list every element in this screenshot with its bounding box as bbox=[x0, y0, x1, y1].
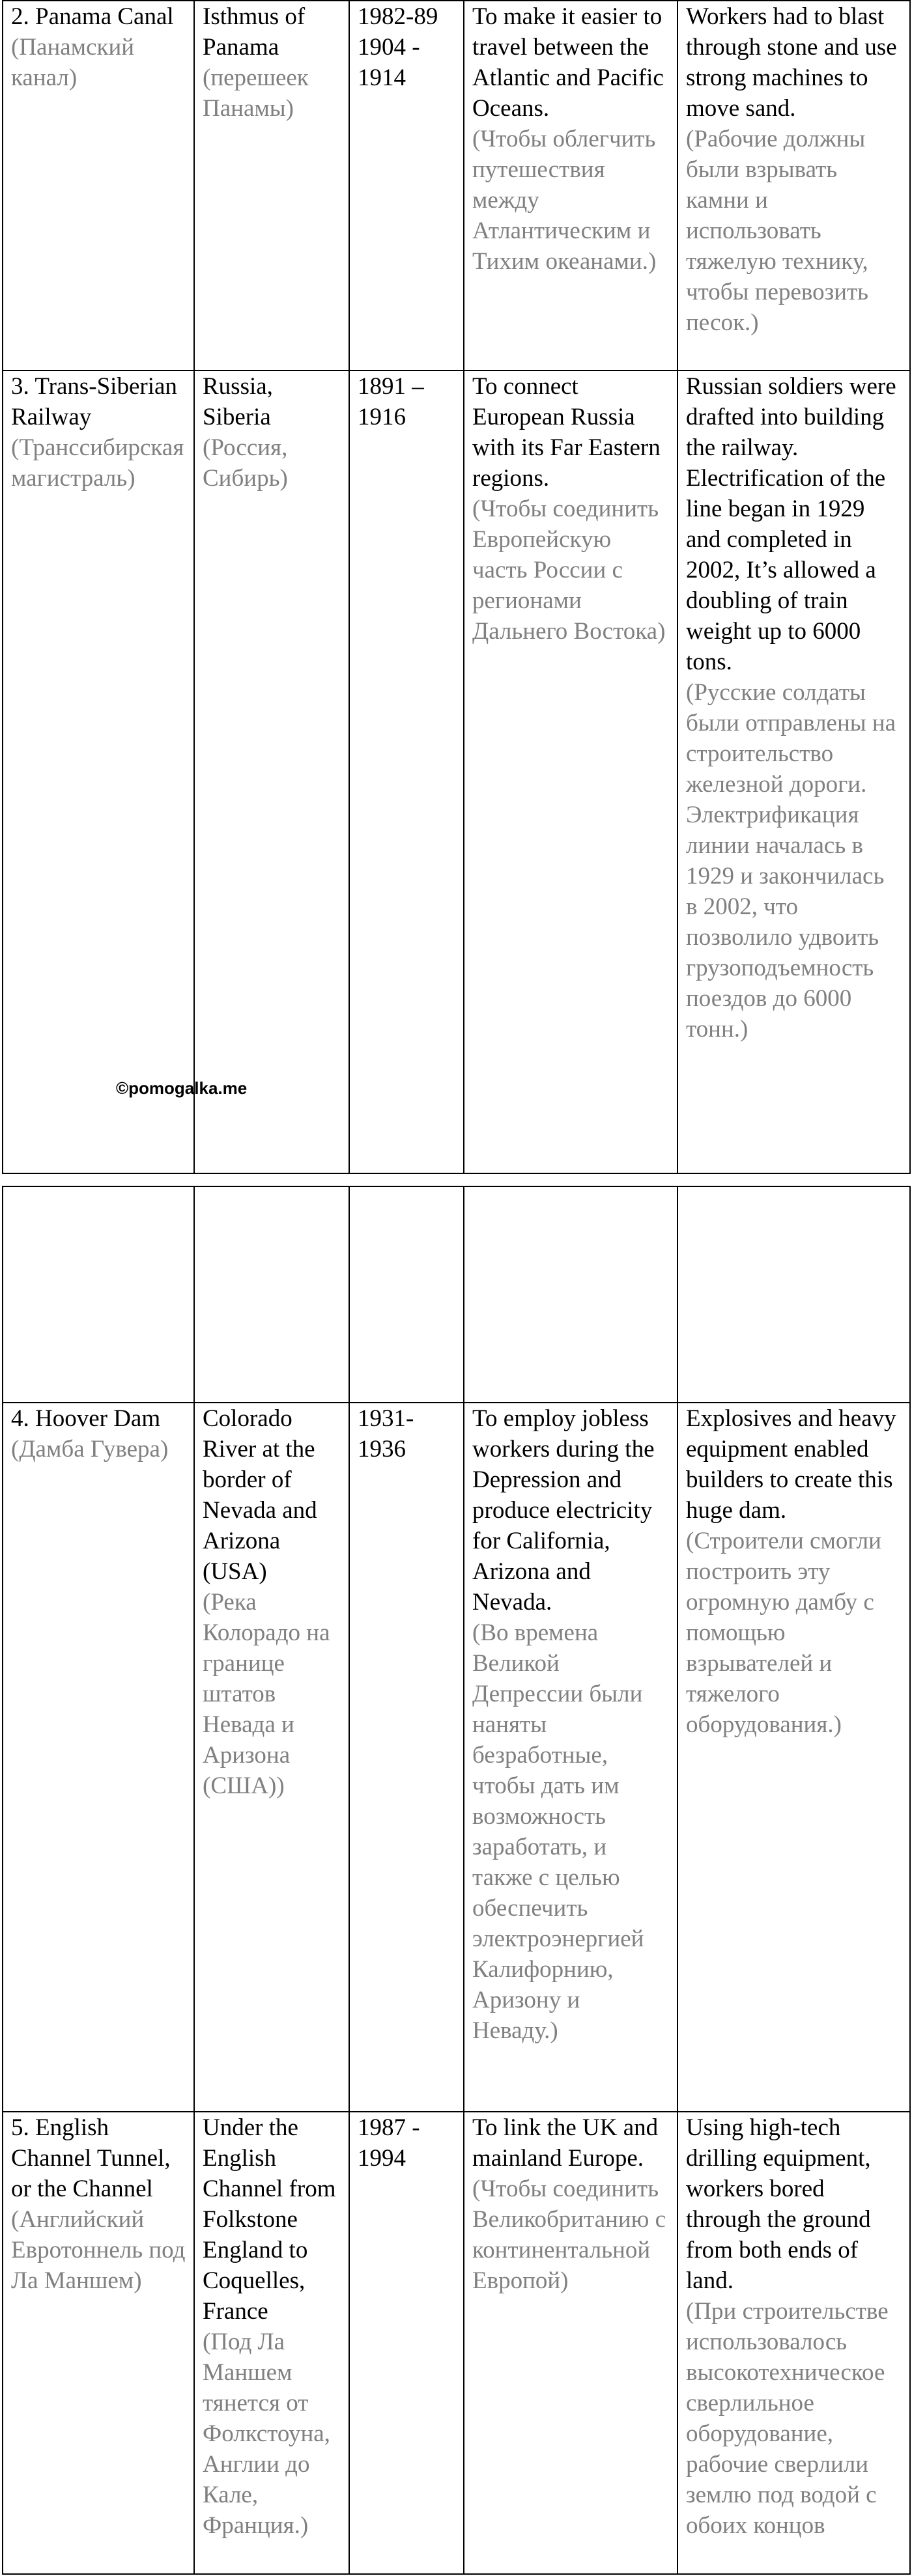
cell-dates bbox=[349, 2112, 464, 2574]
table-part-1 bbox=[2, 0, 911, 1174]
cell-location bbox=[194, 1403, 349, 2112]
construction-en: Using high-tech drilling equipment, workers bored through the ground from both ends of land. bbox=[686, 2114, 871, 2294]
purpose-en: To link the UK and mainland Europe. bbox=[472, 2114, 659, 2172]
cell-construction bbox=[677, 1403, 910, 2112]
dates-text: 1891 – 1916 bbox=[358, 373, 424, 430]
watermark-label: ©pomogalka.me bbox=[116, 1078, 248, 1098]
cell-construction bbox=[677, 371, 910, 1173]
dates-text: 1982-89 1904 - 1914 bbox=[358, 3, 438, 91]
table-row bbox=[3, 371, 910, 1173]
location-en: Colorado River at the border of Nevada and Arizona (USA) bbox=[203, 1405, 317, 1585]
purpose-en: To connect European Russia with its Far Eastern regions. bbox=[472, 373, 661, 492]
location-ru: (Река Колорадо на границе штатов Невада и Аризона (США)) bbox=[203, 1589, 330, 1799]
cell-empty bbox=[349, 1186, 464, 1403]
cell-construction bbox=[677, 1, 910, 371]
location-en: Under the English Channel from Folkstone England to Coquelles, France bbox=[203, 2114, 336, 2325]
name-ru: (Панамский канал) bbox=[11, 34, 135, 91]
table-row bbox=[3, 1403, 910, 2112]
cell-purpose bbox=[464, 2112, 677, 2574]
purpose-en: To employ jobless workers during the Depression and produce electricity for California, Arizona and Nevada. bbox=[472, 1405, 655, 1616]
name-en: 5. English Channel Tunnel, or the Channel bbox=[11, 2114, 171, 2202]
cell-empty bbox=[464, 1186, 677, 1403]
cell-dates bbox=[349, 1403, 464, 2112]
cell-purpose bbox=[464, 1, 677, 371]
cell-name bbox=[3, 1403, 194, 2112]
name-en: 3. Trans-Siberian Railway bbox=[11, 373, 177, 430]
construction-en: Explosives and heavy equipment enabled builders to create this huge dam. bbox=[686, 1405, 896, 1524]
cell-purpose bbox=[464, 1403, 677, 2112]
cell-empty bbox=[194, 1186, 349, 1403]
name-ru: (Дамба Гувера) bbox=[11, 1436, 169, 1463]
cell-location bbox=[194, 1, 349, 371]
construction-ru: (При строительстве использовалось высокотехническое сверлильное оборудование, рабочие сверлили землю под водой с обоих концов bbox=[686, 2298, 889, 2539]
name-ru: (Транссибирская магистраль) bbox=[11, 434, 184, 492]
location-ru: (Под Ла Маншем тянется от Фолкстоуна, Англии до Кале, Франция.) bbox=[203, 2329, 330, 2539]
name-ru: (Английский Евротоннель под Ла Маншем) bbox=[11, 2206, 186, 2294]
construction-ru: (Строители смогли построить эту огромную дамбу с помощью взрывателей и тяжелого оборудования.) bbox=[686, 1528, 881, 1738]
purpose-ru: (Чтобы соединить Великобританию с континентальной Европой) bbox=[472, 2176, 666, 2294]
cell-dates bbox=[349, 371, 464, 1173]
cell-name bbox=[3, 371, 194, 1173]
construction-en: Workers had to blast through stone and use strong machines to move sand. bbox=[686, 3, 897, 122]
dates-text: 1987 - 1994 bbox=[358, 2114, 420, 2172]
location-en: Isthmus of Panama bbox=[203, 3, 306, 61]
table-row-empty bbox=[3, 1186, 910, 1403]
location-ru: (перешеек Панамы) bbox=[203, 64, 309, 122]
dates-text: 1931-1936 bbox=[358, 1405, 414, 1463]
purpose-en: To make it easier to travel between the Atlantic and Pacific Oceans. bbox=[472, 3, 664, 122]
cell-name bbox=[3, 2112, 194, 2574]
name-en: 4. Hoover Dam bbox=[11, 1405, 161, 1432]
purpose-ru: (Чтобы соединить Европейскую часть России с регионами Дальнего Востока) bbox=[472, 496, 666, 645]
location-en: Russia, Siberia bbox=[203, 373, 273, 430]
cell-location bbox=[194, 2112, 349, 2574]
cell-purpose bbox=[464, 371, 677, 1173]
table-row bbox=[3, 2112, 910, 2574]
cell-name bbox=[3, 1, 194, 371]
purpose-ru: (Чтобы облегчить путешествия между Атлантическим и Тихим океанами.) bbox=[472, 126, 657, 275]
construction-en: Russian soldiers were drafted into building the railway. Electrification of the line began in 1929 and completed in 2002, It’s allowed a doubling of train weight up to 6000 tons. bbox=[686, 373, 896, 675]
table-row bbox=[3, 1, 910, 371]
construction-ru: (Рабочие должны были взрывать камни и использовать тяжелую технику, чтобы перевозить песок.) bbox=[686, 126, 869, 336]
name-en: 2. Panama Canal bbox=[11, 3, 174, 30]
cell-location bbox=[194, 371, 349, 1173]
cell-empty bbox=[677, 1186, 910, 1403]
cell-construction bbox=[677, 2112, 910, 2574]
purpose-ru: (Во времена Великой Депрессии были наняты безработные, чтобы дать им возможность заработать, и также с целью обеспечить электроэнергией Калифорнию, Аризону и Неваду.) bbox=[472, 1619, 644, 2044]
table-part-2 bbox=[2, 1186, 911, 2575]
cell-dates bbox=[349, 1, 464, 371]
construction-ru: (Русские солдаты были отправлены на строительство железной дороги. Электрификация линии началась в 1929 и закончилась в 2002, что позволило удвоить грузоподъемность поездов до 6000 тонн.) bbox=[686, 679, 896, 1043]
cell-empty bbox=[3, 1186, 194, 1403]
location-ru: (Россия, Сибирь) bbox=[203, 434, 288, 492]
